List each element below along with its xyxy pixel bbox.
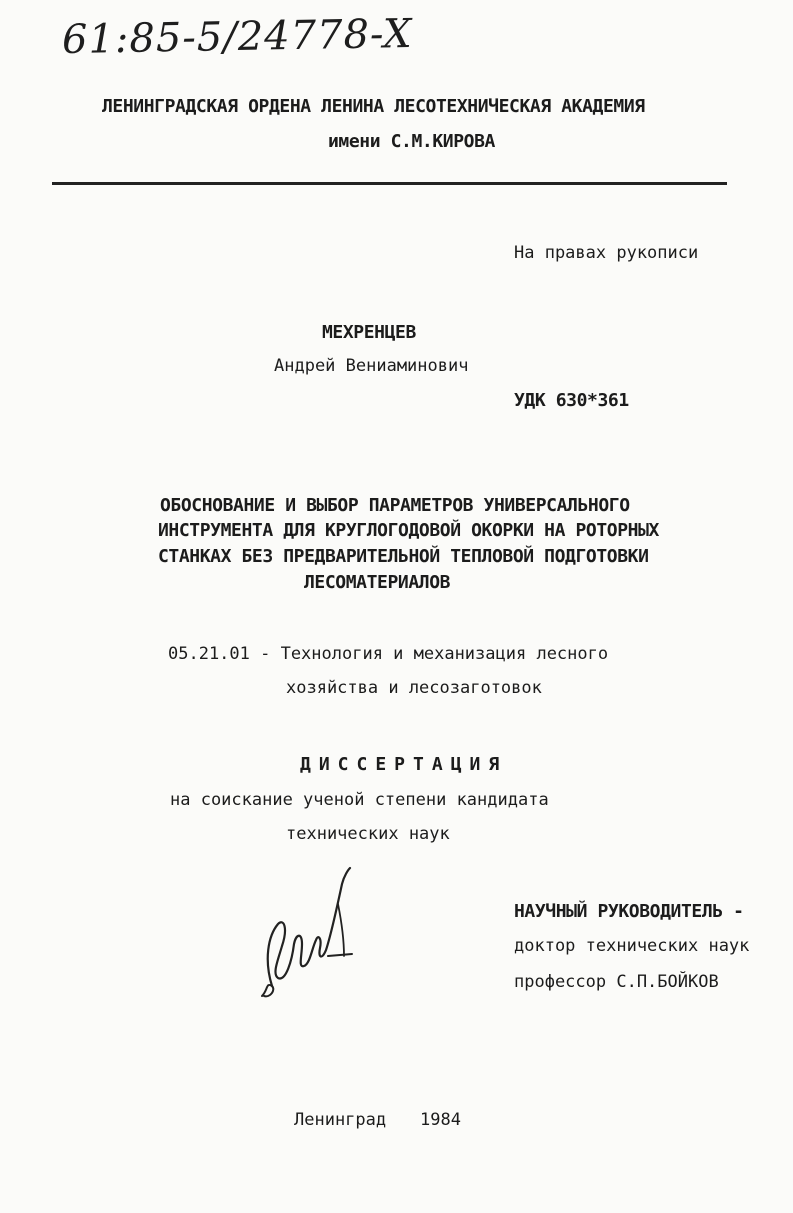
specialty-name-line: хозяйства и лесозаготовок	[286, 678, 542, 698]
supervisor-degree: доктор технических наук	[514, 936, 750, 956]
specialty-code-line: 05.21.01 - Технология и механизация лесного	[168, 644, 609, 664]
thesis-title-line: ЛЕСОМАТЕРИАЛОВ	[304, 572, 451, 593]
supervisor-label: НАУЧНЫЙ РУКОВОДИТЕЛЬ -	[514, 901, 744, 922]
degree-line: на соискание ученой степени кандидата	[170, 790, 549, 810]
rights-note: На правах рукописи	[514, 243, 699, 263]
thesis-title-line: ОБОСНОВАНИЕ И ВЫБОР ПАРАМЕТРОВ УНИВЕРСАЛЬНОГО	[160, 495, 630, 516]
degree-line: технических наук	[286, 824, 450, 844]
header-divider	[52, 182, 727, 185]
author-name: Андрей Вениаминович	[274, 356, 469, 376]
academy-name: ЛЕНИНГРАДСКАЯ ОРДЕНА ЛЕНИНА ЛЕСОТЕХНИЧЕСКАЯ АКАДЕМИЯ	[102, 96, 645, 117]
udk-code: УДК 630*361	[514, 390, 629, 411]
publication-city: Ленинград	[294, 1110, 387, 1130]
handwritten-signature	[258, 864, 362, 1004]
thesis-title-line: СТАНКАХ БЕЗ ПРЕДВАРИТЕЛЬНОЙ ТЕПЛОВОЙ ПОДГОТОВКИ	[158, 546, 649, 567]
publication-year: 1984	[420, 1110, 461, 1130]
thesis-title-line: ИНСТРУМЕНТА ДЛЯ КРУГЛОГОДОВОЙ ОКОРКИ НА РОТОРНЫХ	[158, 520, 659, 541]
dissertation-heading: ДИССЕРТАЦИЯ	[300, 754, 508, 775]
handwritten-archive-number: 61:85-5/24778-X	[61, 10, 413, 64]
supervisor-name: профессор С.П.БОЙКОВ	[514, 972, 719, 992]
author-surname: МЕХРЕНЦЕВ	[322, 322, 416, 343]
academy-named-after: имени С.М.КИРОВА	[328, 131, 495, 152]
